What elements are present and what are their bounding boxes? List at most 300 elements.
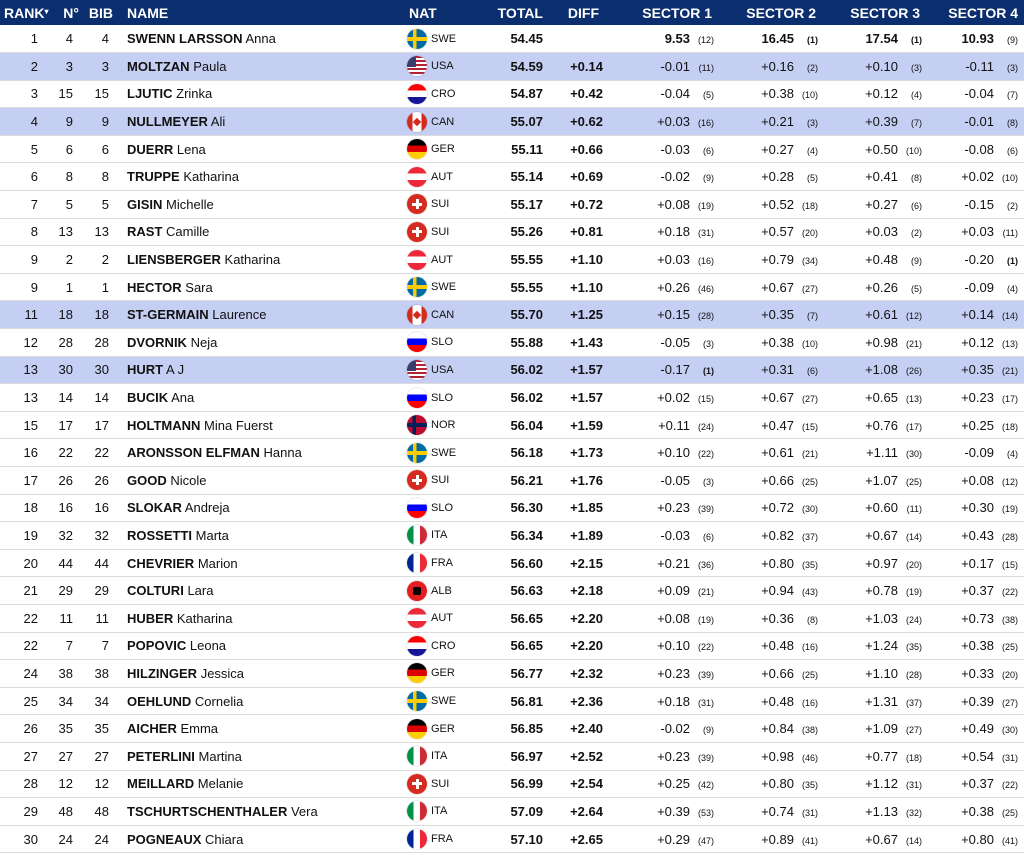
rank-cell: 2 <box>0 53 56 81</box>
diff-cell: +2.20 <box>551 604 617 632</box>
sector-2-time: +0.48 <box>761 693 794 709</box>
sector-3-time: +0.65 <box>865 390 898 406</box>
sector-4-rank: (25) <box>1001 807 1018 818</box>
diff-cell: +0.72 <box>551 191 617 219</box>
table-row[interactable] <box>0 825 1024 853</box>
sector-4-cell <box>928 301 1024 329</box>
sector-3-time: +0.41 <box>865 169 898 185</box>
sector-1-cell <box>617 301 720 329</box>
sector-4-rank: (21) <box>1001 366 1018 377</box>
athlete-name-cell[interactable] <box>119 411 405 439</box>
athlete-name-cell[interactable] <box>119 218 405 246</box>
rank-cell: 26 <box>0 715 56 743</box>
header-diff[interactable]: DIFF <box>567 4 599 21</box>
athlete-surname[interactable]: ST-GERMAIN <box>127 307 209 323</box>
start-number-cell: 14 <box>56 384 83 412</box>
sector-4-rank: (13) <box>1001 338 1018 349</box>
total-time-cell: 55.14 <box>485 163 551 191</box>
athlete-surname[interactable]: HURT <box>127 362 164 378</box>
nation-code: GER <box>431 143 455 156</box>
nation-cell <box>405 494 485 522</box>
athlete-name-cell[interactable] <box>119 632 405 660</box>
sector-4-cell <box>928 660 1024 688</box>
start-number-cell: 13 <box>56 218 83 246</box>
bib-cell: 32 <box>83 522 119 550</box>
athlete-surname[interactable]: NULLMEYER <box>127 114 208 130</box>
sector-3-cell <box>824 660 928 688</box>
sector-1-rank: (12) <box>697 35 714 46</box>
sector-3-rank: (12) <box>905 311 922 322</box>
sector-2-rank: (5) <box>807 173 818 184</box>
sector-1-time: +0.39 <box>657 803 690 819</box>
sector-3-time: +1.03 <box>865 610 898 626</box>
sector-2-cell <box>720 825 824 853</box>
sector-1-cell <box>617 660 720 688</box>
athlete-surname[interactable]: DUERR <box>127 141 174 157</box>
sector-2-time: +0.52 <box>761 196 794 212</box>
table-row[interactable] <box>0 742 1024 770</box>
nation-code: SWE <box>431 32 457 45</box>
nation-cell <box>405 522 485 550</box>
diff-cell: +1.89 <box>551 522 617 550</box>
athlete-name-cell[interactable] <box>119 356 405 384</box>
sector-1-rank: (11) <box>698 62 714 73</box>
athlete-surname[interactable]: HOLTMANN <box>127 417 201 433</box>
athlete-name-cell[interactable] <box>119 467 405 495</box>
start-number-cell: 38 <box>56 660 83 688</box>
athlete-firstname[interactable]: Andreja <box>184 500 230 516</box>
athlete-name-cell[interactable] <box>119 522 405 550</box>
sector-2-cell <box>720 108 824 136</box>
athlete-firstname[interactable]: A J <box>166 362 185 378</box>
sector-1-time: +0.23 <box>657 748 690 764</box>
athlete-firstname[interactable]: Paula <box>193 58 227 74</box>
sector-4-time: +0.49 <box>961 721 994 737</box>
sector-1-time: -0.05 <box>660 334 690 350</box>
sector-2-cell <box>720 384 824 412</box>
sector-3-cell <box>824 798 928 826</box>
sector-4-cell <box>928 135 1024 163</box>
sector-2-cell <box>720 53 824 81</box>
nation-code: ALB <box>431 584 452 597</box>
sort-down-icon: ▾ <box>44 6 49 16</box>
sector-3-rank: (32) <box>905 807 922 818</box>
table-row[interactable] <box>0 218 1024 246</box>
athlete-surname[interactable]: SWENN LARSSON <box>127 31 243 47</box>
table-row[interactable] <box>0 411 1024 439</box>
table-row[interactable] <box>0 660 1024 688</box>
sector-1-time: +0.10 <box>657 445 690 461</box>
athlete-surname[interactable]: COLTURI <box>127 583 184 599</box>
athlete-firstname[interactable]: Sara <box>185 279 213 295</box>
athlete-name-cell[interactable] <box>119 329 405 357</box>
diff-cell: +0.62 <box>551 108 617 136</box>
sector-4-time: +0.25 <box>961 417 994 433</box>
athlete-firstname[interactable]: Melanie <box>197 776 244 792</box>
table-row[interactable] <box>0 53 1024 81</box>
table-row[interactable] <box>0 522 1024 550</box>
table-row[interactable] <box>0 604 1024 632</box>
bib-cell: 8 <box>83 163 119 191</box>
athlete-firstname[interactable]: Neja <box>190 334 218 350</box>
athlete-firstname[interactable]: Lena <box>176 141 206 157</box>
athlete-name-cell[interactable] <box>119 301 405 329</box>
sector-2-time: +0.57 <box>761 224 794 240</box>
sector-1-cell <box>617 25 720 53</box>
table-row[interactable] <box>0 329 1024 357</box>
start-number-cell: 44 <box>56 549 83 577</box>
sector-1-rank: (19) <box>697 200 714 211</box>
bib-cell: 48 <box>83 798 119 826</box>
sector-3-cell <box>824 687 928 715</box>
sector-2-time: +0.66 <box>761 472 794 488</box>
sweden-flag-icon <box>407 29 427 49</box>
sector-2-rank: (25) <box>801 476 818 487</box>
athlete-name-cell[interactable] <box>119 825 405 853</box>
athlete-firstname[interactable]: Ali <box>210 114 226 130</box>
table-row[interactable] <box>0 80 1024 108</box>
athlete-firstname[interactable]: Camille <box>166 224 210 240</box>
athlete-name-cell[interactable] <box>119 273 405 301</box>
sector-1-time: +0.02 <box>657 390 690 406</box>
sector-1-rank: (9) <box>703 173 714 184</box>
nation-code: ITA <box>431 805 448 818</box>
athlete-firstname[interactable]: Martina <box>198 748 242 764</box>
sector-3-time: +1.10 <box>865 665 898 681</box>
athlete-firstname[interactable]: Katharina <box>224 252 281 268</box>
table-row[interactable] <box>0 549 1024 577</box>
bib-cell: 24 <box>83 825 119 853</box>
header-sector-1[interactable]: SECTOR 1 <box>642 4 712 21</box>
italy-flag-icon <box>407 746 427 766</box>
sector-4-rank: (17) <box>1001 394 1018 405</box>
sector-2-time: +0.72 <box>761 500 794 516</box>
start-number-cell: 11 <box>56 604 83 632</box>
nation-cell <box>405 80 485 108</box>
table-row[interactable] <box>0 135 1024 163</box>
sector-3-cell <box>824 825 928 853</box>
athlete-surname[interactable]: POGNEAUX <box>127 831 202 847</box>
sweden-flag-icon <box>407 277 427 297</box>
sector-3-time: +1.31 <box>865 693 898 709</box>
sector-2-cell <box>720 604 824 632</box>
athlete-firstname[interactable]: Laurence <box>212 307 267 323</box>
sector-3-cell <box>824 163 928 191</box>
athlete-name-cell[interactable] <box>119 384 405 412</box>
athlete-name-cell[interactable] <box>119 108 405 136</box>
start-number-cell: 28 <box>56 329 83 357</box>
sector-4-cell <box>928 742 1024 770</box>
table-row[interactable] <box>0 163 1024 191</box>
rank-cell: 19 <box>0 522 56 550</box>
sector-4-cell <box>928 53 1024 81</box>
total-time-cell: 55.55 <box>485 246 551 274</box>
athlete-name-cell[interactable] <box>119 163 405 191</box>
table-row[interactable] <box>0 439 1024 467</box>
sector-1-cell <box>617 632 720 660</box>
start-number-cell: 8 <box>56 163 83 191</box>
austria-flag-icon <box>407 250 427 270</box>
albania-flag-icon <box>407 581 427 601</box>
athlete-name-cell[interactable] <box>119 770 405 798</box>
table-row[interactable] <box>0 632 1024 660</box>
rank-cell: 12 <box>0 329 56 357</box>
athlete-name-cell[interactable] <box>119 135 405 163</box>
athlete-firstname[interactable]: Chiara <box>205 831 244 847</box>
diff-cell: +2.32 <box>551 660 617 688</box>
athlete-surname[interactable]: OEHLUND <box>127 693 192 709</box>
athlete-surname[interactable]: MOLTZAN <box>127 58 190 74</box>
rank-cell: 3 <box>0 80 56 108</box>
sector-2-rank: (8) <box>807 614 818 625</box>
sweden-flag-icon <box>407 443 427 463</box>
sector-3-time: +1.11 <box>866 445 898 461</box>
nation-code: SUI <box>431 225 450 238</box>
sector-4-rank: (25) <box>1001 642 1018 653</box>
athlete-surname[interactable]: CHEVRIER <box>127 555 195 571</box>
sector-3-rank: (9) <box>911 256 922 267</box>
athlete-firstname[interactable]: Katharina <box>183 169 240 185</box>
sector-3-time: +0.78 <box>865 583 898 599</box>
total-time-cell: 56.65 <box>485 604 551 632</box>
sector-3-time: +0.48 <box>865 252 898 268</box>
sector-1-time: +0.23 <box>657 665 690 681</box>
rank-cell: 1 <box>0 25 56 53</box>
header-bib[interactable]: BIB <box>88 4 113 21</box>
sector-3-rank: (2) <box>911 228 922 239</box>
sector-1-cell <box>617 770 720 798</box>
sector-3-time: +1.07 <box>865 472 898 488</box>
athlete-firstname[interactable]: Zrinka <box>176 86 213 102</box>
athlete-firstname[interactable]: Ana <box>171 390 195 406</box>
total-time-cell: 56.30 <box>485 494 551 522</box>
diff-cell: +1.10 <box>551 273 617 301</box>
bib-cell: 4 <box>83 25 119 53</box>
sector-3-rank: (4) <box>911 90 922 101</box>
sector-3-time: +0.10 <box>865 58 898 74</box>
bib-cell: 15 <box>83 80 119 108</box>
rank-cell: 28 <box>0 770 56 798</box>
athlete-surname[interactable]: GOOD <box>127 472 167 488</box>
athlete-firstname[interactable]: Hanna <box>263 445 302 461</box>
rank-cell: 29 <box>0 798 56 826</box>
header-rank[interactable]: RANK▾ <box>4 4 49 21</box>
athlete-firstname[interactable]: Cornelia <box>194 693 244 709</box>
athlete-name-cell[interactable] <box>119 549 405 577</box>
bib-cell: 7 <box>83 632 119 660</box>
header-nat[interactable]: NAT <box>409 4 437 21</box>
sector-2-cell <box>720 632 824 660</box>
athlete-name-cell[interactable] <box>119 715 405 743</box>
table-row[interactable] <box>0 577 1024 605</box>
athlete-surname[interactable]: HUBER <box>127 610 174 626</box>
table-row[interactable] <box>0 467 1024 495</box>
austria-flag-icon <box>407 608 427 628</box>
table-row[interactable] <box>0 246 1024 274</box>
header-name[interactable]: NAME <box>127 4 169 21</box>
athlete-name-cell[interactable] <box>119 80 405 108</box>
table-row[interactable] <box>0 273 1024 301</box>
sector-2-rank: (37) <box>801 531 818 542</box>
athlete-surname[interactable]: MEILLARD <box>127 776 195 792</box>
athlete-name-cell[interactable] <box>119 687 405 715</box>
athlete-name-cell[interactable] <box>119 494 405 522</box>
sector-2-rank: (34) <box>801 256 818 267</box>
sector-2-time: +0.27 <box>761 141 794 157</box>
nation-cell <box>405 715 485 743</box>
sector-3-rank: (21) <box>905 338 922 349</box>
athlete-firstname[interactable]: Michelle <box>166 196 214 212</box>
athlete-name-cell[interactable] <box>119 604 405 632</box>
table-row[interactable] <box>0 191 1024 219</box>
athlete-name-cell[interactable] <box>119 798 405 826</box>
athlete-firstname[interactable]: Lara <box>187 583 214 599</box>
bib-cell: 12 <box>83 770 119 798</box>
sector-3-cell <box>824 25 928 53</box>
start-number-cell: 24 <box>56 825 83 853</box>
athlete-firstname[interactable]: Marta <box>195 527 229 543</box>
sector-4-time: +0.38 <box>961 638 994 654</box>
sector-1-time: -0.01 <box>660 58 690 74</box>
sector-4-time: 10.93 <box>961 31 994 47</box>
athlete-name-cell[interactable] <box>119 660 405 688</box>
sector-1-cell <box>617 218 720 246</box>
sector-2-rank: (2) <box>807 62 818 73</box>
sector-4-cell <box>928 577 1024 605</box>
athlete-surname[interactable]: ARONSSON ELFMAN <box>127 445 260 461</box>
athlete-surname[interactable]: POPOVIC <box>127 638 187 654</box>
sector-1-rank: (39) <box>697 504 714 515</box>
athlete-surname[interactable]: TSCHURTSCHENTHALER <box>127 803 288 819</box>
athlete-surname[interactable]: DVORNIK <box>127 334 187 350</box>
athlete-name-cell[interactable] <box>119 742 405 770</box>
sector-2-time: +0.84 <box>761 721 794 737</box>
table-row[interactable] <box>0 356 1024 384</box>
athlete-surname[interactable]: BUCIK <box>127 390 169 406</box>
header-sector-4[interactable]: SECTOR 4 <box>948 4 1018 21</box>
sector-3-cell <box>824 577 928 605</box>
sector-1-cell <box>617 798 720 826</box>
nation-cell <box>405 384 485 412</box>
sector-1-cell <box>617 108 720 136</box>
bib-cell: 9 <box>83 108 119 136</box>
header-sector-2[interactable]: SECTOR 2 <box>746 4 816 21</box>
sector-4-rank: (3) <box>1007 62 1018 73</box>
athlete-name-cell[interactable] <box>119 53 405 81</box>
sector-2-cell <box>720 301 824 329</box>
header-no[interactable]: N° <box>63 4 79 21</box>
bib-cell: 22 <box>83 439 119 467</box>
table-row[interactable] <box>0 687 1024 715</box>
athlete-name-cell[interactable] <box>119 439 405 467</box>
nation-code: SLO <box>431 501 454 514</box>
sector-4-time: -0.15 <box>964 196 994 212</box>
nation-code: SUI <box>431 474 450 487</box>
table-row[interactable] <box>0 301 1024 329</box>
start-number-cell: 29 <box>56 577 83 605</box>
start-number-cell: 27 <box>56 742 83 770</box>
header-total[interactable]: TOTAL <box>497 4 543 21</box>
table-row[interactable] <box>0 770 1024 798</box>
sector-2-cell <box>720 742 824 770</box>
athlete-name-cell[interactable] <box>119 246 405 274</box>
sector-1-rank: (22) <box>697 449 714 460</box>
athlete-surname[interactable]: ROSSETTI <box>127 527 193 543</box>
sector-4-rank: (10) <box>1001 173 1018 184</box>
athlete-surname[interactable]: SLOKAR <box>127 500 182 516</box>
sector-1-time: 9.53 <box>664 31 690 47</box>
sector-2-rank: (10) <box>801 90 818 101</box>
sector-1-rank: (24) <box>697 421 714 432</box>
athlete-surname[interactable]: LIENSBERGER <box>127 252 221 268</box>
table-row[interactable] <box>0 384 1024 412</box>
athlete-surname[interactable]: TRUPPE <box>127 169 180 185</box>
bib-cell: 14 <box>83 384 119 412</box>
norway-flag-icon <box>407 415 427 435</box>
sector-4-time: +0.17 <box>961 555 994 571</box>
bib-cell: 29 <box>83 577 119 605</box>
total-time-cell: 56.65 <box>485 632 551 660</box>
athlete-name-cell[interactable] <box>119 191 405 219</box>
athlete-surname[interactable]: PETERLINI <box>127 748 195 764</box>
header-sector-3[interactable]: SECTOR 3 <box>850 4 920 21</box>
diff-cell: +2.40 <box>551 715 617 743</box>
table-row[interactable] <box>0 715 1024 743</box>
sector-3-cell <box>824 549 928 577</box>
athlete-firstname[interactable]: Nicole <box>170 472 207 488</box>
athlete-surname[interactable]: HILZINGER <box>127 665 198 681</box>
sector-4-cell <box>928 411 1024 439</box>
athlete-firstname[interactable]: Marion <box>197 555 238 571</box>
athlete-surname[interactable]: LJUTIC <box>127 86 173 102</box>
total-time-cell: 56.77 <box>485 660 551 688</box>
nation-cell <box>405 108 485 136</box>
sector-2-time: +0.28 <box>761 169 794 185</box>
athlete-surname[interactable]: RAST <box>127 224 163 240</box>
start-number-cell: 2 <box>56 246 83 274</box>
athlete-firstname[interactable]: Katharina <box>176 610 233 626</box>
athlete-name-cell[interactable] <box>119 577 405 605</box>
table-row[interactable] <box>0 108 1024 136</box>
bib-cell: 38 <box>83 660 119 688</box>
sector-3-time: +0.26 <box>865 279 898 295</box>
table-row[interactable] <box>0 494 1024 522</box>
athlete-surname[interactable]: GISIN <box>127 196 163 212</box>
athlete-firstname[interactable]: Jessica <box>200 665 245 681</box>
sector-2-cell <box>720 439 824 467</box>
sector-1-time: +0.15 <box>657 307 690 323</box>
sector-4-cell <box>928 549 1024 577</box>
athlete-firstname[interactable]: Emma <box>180 721 219 737</box>
sector-4-time: +0.33 <box>961 665 994 681</box>
athlete-firstname[interactable]: Vera <box>290 803 318 819</box>
sector-4-cell <box>928 494 1024 522</box>
sector-2-cell <box>720 522 824 550</box>
sector-1-time: +0.03 <box>657 252 690 268</box>
athlete-firstname[interactable]: Anna <box>245 31 276 47</box>
athlete-surname[interactable]: AICHER <box>127 721 177 737</box>
nation-code: SUI <box>431 777 450 790</box>
athlete-surname[interactable]: HECTOR <box>127 279 182 295</box>
athlete-name-cell[interactable] <box>119 25 405 53</box>
table-row[interactable] <box>0 25 1024 53</box>
sector-1-cell <box>617 135 720 163</box>
total-time-cell: 57.09 <box>485 798 551 826</box>
athlete-firstname[interactable]: Leona <box>189 638 227 654</box>
sector-2-rank: (35) <box>801 559 818 570</box>
athlete-firstname[interactable]: Mina Fuerst <box>204 417 273 433</box>
table-row[interactable] <box>0 798 1024 826</box>
